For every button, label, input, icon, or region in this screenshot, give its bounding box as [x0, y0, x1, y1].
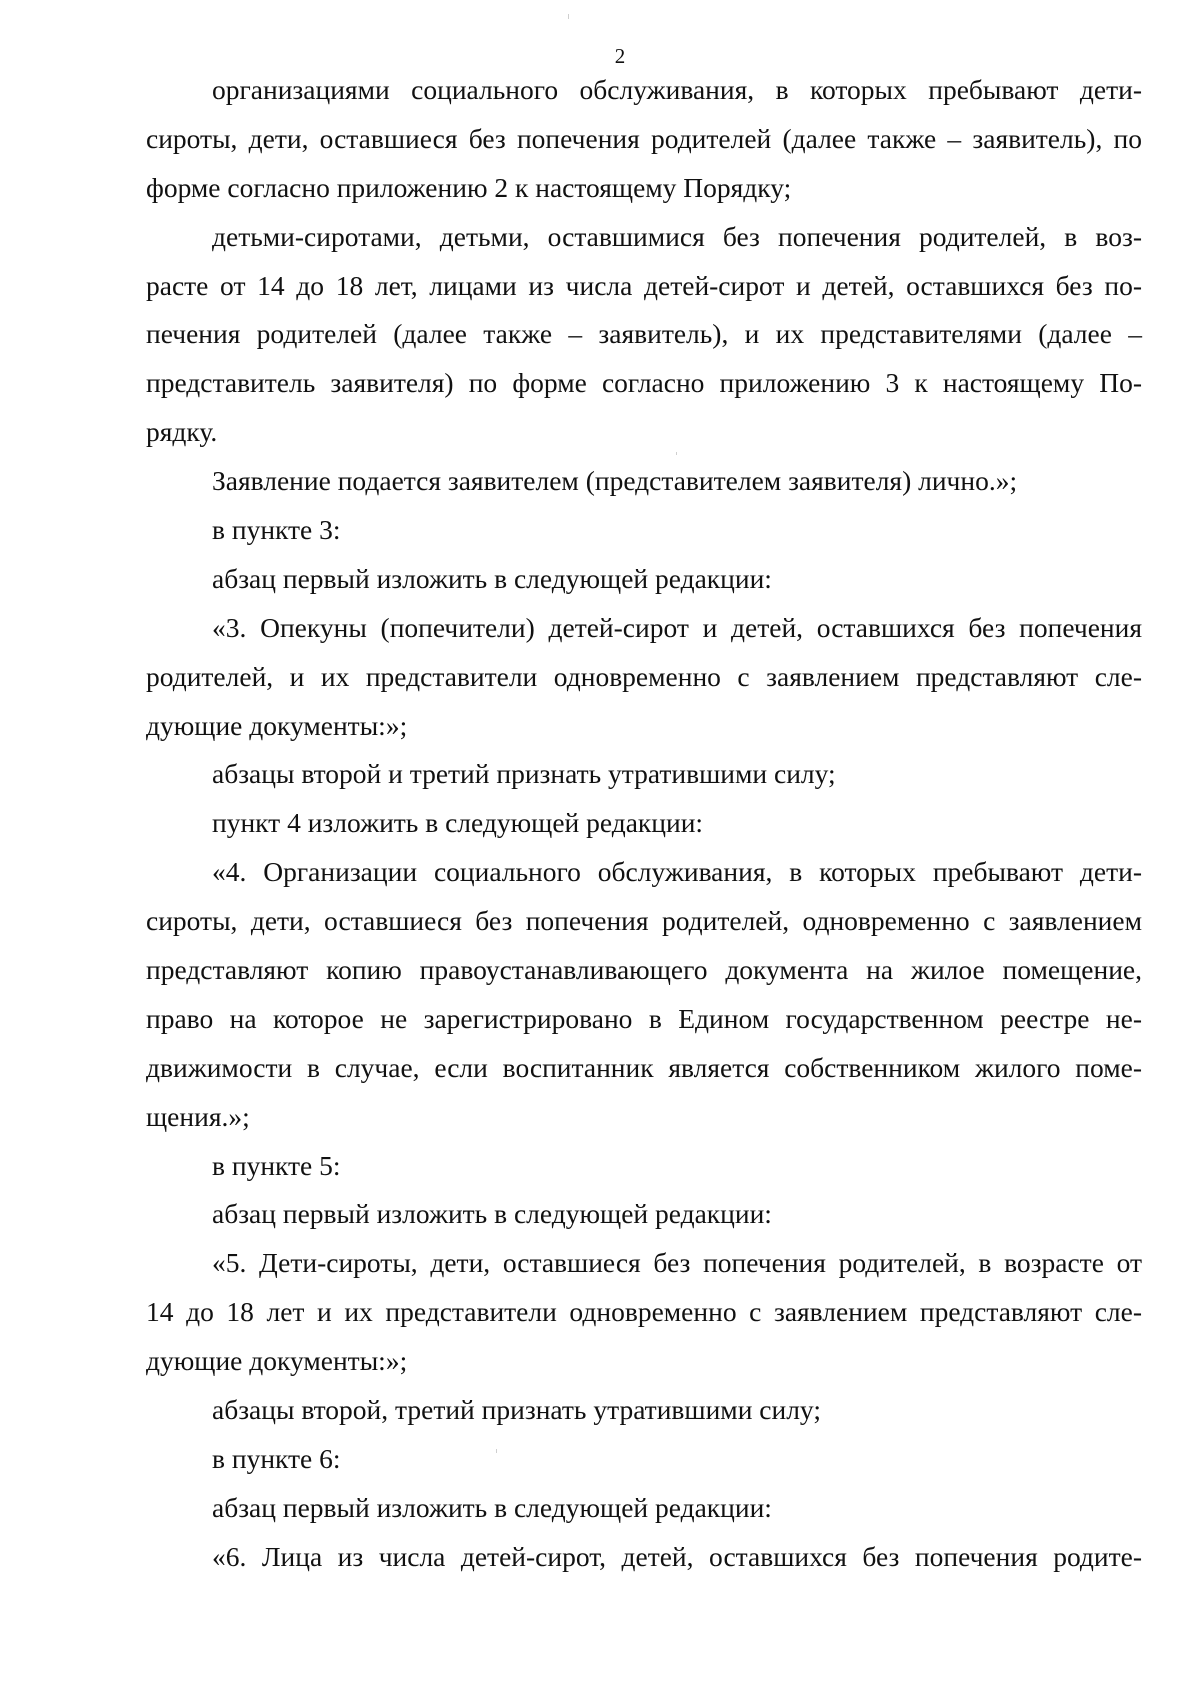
text-line: дующие документы:»; — [146, 709, 408, 741]
text-line: абзацы второй и третий признать утратившими силу; — [212, 758, 836, 790]
text-line: «4. Организации социального обслуживания, в которых пребывают дети- — [212, 856, 1142, 888]
text-line: «5. Дети-сироты, дети, оставшиеся без попечения родителей, в возрасте от — [212, 1247, 1142, 1279]
text-line: право на которое не зарегистрировано в Едином государственном реестре не- — [146, 1002, 1142, 1034]
text-line: 14 до 18 лет и их представители одновременно с заявлением представляют сле- — [146, 1296, 1142, 1328]
text-line: сироты, дети, оставшиеся без попечения родителей (далее также – заявитель), по — [146, 122, 1142, 154]
page-number: 2 — [614, 44, 626, 68]
document-body — [146, 66, 1142, 1582]
text-line: «3. Опекуны (попечители) детей-сирот и детей, оставшихся без попечения — [212, 611, 1142, 643]
text-line: представитель заявителя) по форме согласно приложению 3 к настоящему По- — [146, 367, 1142, 399]
scan-artifact — [676, 452, 677, 455]
text-line: представляют копию правоустанавливающего документа на жилое помещение, — [146, 954, 1142, 986]
text-line: печения родителей (далее также – заявитель), и их представителями (далее – — [146, 318, 1142, 350]
text-line: щения.»; — [146, 1100, 250, 1132]
text-line: расте от 14 до 18 лет, лицами из числа детей-сирот и детей, оставшихся без по- — [146, 269, 1142, 301]
text-line: движимости в случае, если воспитанник является собственником жилого поме- — [146, 1051, 1142, 1083]
text-line: организациями социального обслуживания, в которых пребывают дети- — [212, 74, 1142, 105]
scan-artifact — [568, 14, 569, 19]
text-line: в пункте 6: — [212, 1442, 341, 1474]
text-line: «6. Лица из числа детей-сирот, детей, оставшихся без попечения родите- — [212, 1540, 1142, 1572]
text-line: Заявление подается заявителем (представителем заявителя) лично.»; — [212, 465, 1018, 497]
text-line: родителей, и их представители одновременно с заявлением представляют сле- — [146, 660, 1142, 692]
text-line: рядку. — [146, 416, 218, 448]
text-line: в пункте 5: — [212, 1149, 341, 1181]
text-line: абзац первый изложить в следующей редакции: — [212, 562, 772, 594]
scan-artifact — [496, 1449, 497, 1453]
text-line: детьми-сиротами, детьми, оставшимися без попечения родителей, в воз- — [212, 220, 1142, 252]
text-line: форме согласно приложению 2 к настоящему Порядку; — [146, 171, 792, 203]
text-line: сироты, дети, оставшиеся без попечения родителей, одновременно с заявлением — [146, 905, 1142, 937]
text-line: в пункте 3: — [212, 514, 341, 546]
text-line: абзац первый изложить в следующей редакции: — [212, 1491, 772, 1523]
text-line: пункт 4 изложить в следующей редакции: — [212, 807, 704, 839]
text-line: абзац первый изложить в следующей редакции: — [212, 1198, 772, 1230]
text-line: дующие документы:»; — [146, 1345, 408, 1377]
text-line: абзацы второй, третий признать утратившими силу; — [212, 1394, 821, 1426]
